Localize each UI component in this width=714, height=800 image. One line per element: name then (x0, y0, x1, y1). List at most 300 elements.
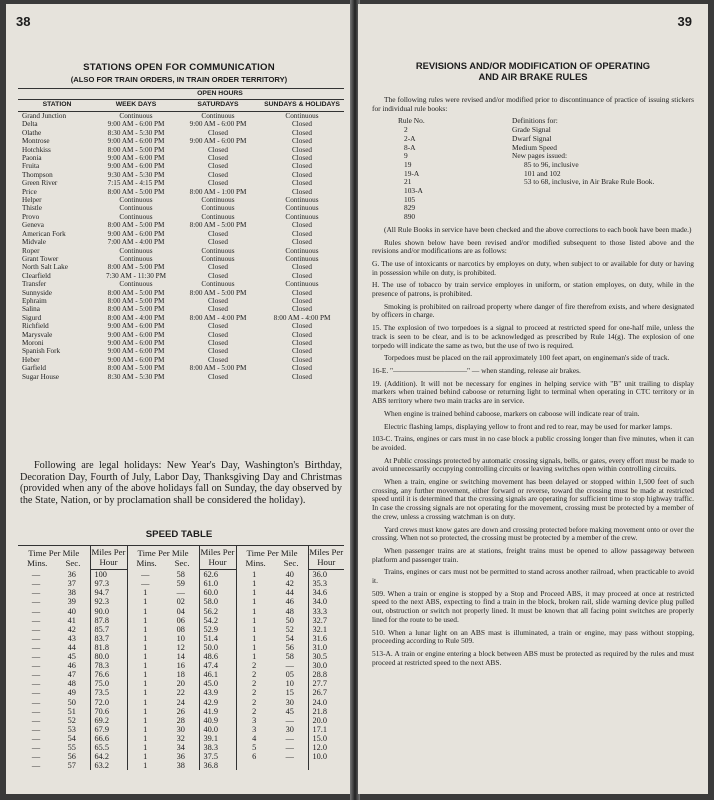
rule-definition: New pages issued: (512, 151, 568, 161)
revisions-title (358, 60, 708, 82)
speed-cell-mph: 30.5 (308, 652, 344, 661)
speed-cell-mins: 4 (236, 734, 272, 743)
speed-cell-mins: 2 (236, 707, 272, 716)
station-row (18, 154, 344, 162)
saturdays-hours: 9:00 AM - 6:00 PM (189, 120, 247, 129)
station-name: North Salt Lake (22, 263, 68, 272)
saturdays-hours: Closed (208, 170, 228, 179)
speed-cell-mph: 58.0 (199, 597, 236, 606)
week-days-hours: Continuous (119, 212, 153, 221)
sundays-holidays-hours: Closed (292, 229, 312, 238)
speed-cell-mins: 2 (236, 679, 272, 688)
speed-cell-sec: 44 (285, 588, 294, 598)
rule-definition (512, 196, 694, 205)
speed-cell-sec: 49 (67, 688, 76, 698)
speed-cell-mph: 31.0 (308, 643, 344, 652)
station-name: Hotchkiss (22, 145, 51, 154)
speed-cell-sec: 36 (67, 569, 76, 579)
speed-row (18, 652, 344, 661)
speed-row (18, 743, 344, 752)
revisions-body (372, 96, 694, 671)
speed-cell-sec: 38 (176, 761, 185, 771)
sundays-holidays-hours: Closed (292, 221, 312, 230)
stations-title: STATIONS OPEN FOR COMMUNICATION (83, 62, 275, 73)
speed-cell-sec: 46 (67, 661, 76, 671)
saturdays-hours: Closed (208, 229, 228, 238)
station-name: Salina (22, 305, 40, 314)
station-name: Green River (22, 179, 58, 188)
station-row (18, 289, 344, 297)
speed-cell-mins: 1 (127, 597, 163, 606)
speed-cell-sec: 22 (176, 688, 185, 698)
speed-cell-sec: — (285, 715, 294, 725)
station-row (18, 255, 344, 263)
speed-cell-mph: 63.2 (90, 761, 127, 770)
speed-header-mins-1: Mins. (27, 557, 48, 568)
saturdays-hours: 9:00 AM - 6:00 PM (189, 137, 247, 146)
speed-cell-mins: 1 (127, 607, 163, 616)
speed-row (18, 597, 344, 606)
speed-cell-sec: — (285, 661, 294, 671)
station-name: Spanish Fork (22, 347, 61, 356)
speed-cell-mins: 1 (236, 579, 272, 588)
speed-cell-sec: 48 (285, 606, 294, 616)
speed-cell-mph: 26.7 (308, 688, 344, 697)
sundays-holidays-hours: Closed (292, 347, 312, 356)
speed-cell-sec: 14 (176, 652, 185, 662)
speed-cell-mins: 1 (236, 607, 272, 616)
speed-cell-mins: 6 (236, 752, 272, 761)
saturdays-hours: Closed (208, 271, 228, 280)
station-name: Price (22, 187, 37, 196)
speed-cell-mins (236, 761, 272, 770)
speed-cell-mph: 65.5 (90, 743, 127, 752)
saturdays-hours: Closed (208, 263, 228, 272)
open-hours-header: OPEN HOURS (96, 89, 344, 100)
speed-cell-sec: — (176, 588, 185, 598)
speed-cell-mph: 32.7 (308, 616, 344, 625)
speed-cell-mins: — (31, 679, 41, 689)
speed-cell-mins: 3 (236, 725, 272, 734)
speed-cell-sec: 30 (285, 724, 294, 734)
speed-cell-mins: 1 (236, 570, 272, 580)
speed-cell-sec: 51 (67, 706, 76, 716)
sundays-holidays-hours: Continuous (285, 246, 319, 255)
speed-header-sec-1: Sec. (65, 557, 81, 568)
rules-list-body (372, 126, 694, 222)
sundays-holidays-hours: Continuous (285, 212, 319, 221)
station-name: Garfield (22, 364, 46, 373)
station-name: Midvale (22, 238, 46, 247)
speed-cell-mph: 85.7 (90, 625, 127, 634)
speed-cell-mph: 81.8 (90, 643, 127, 652)
speed-row (18, 570, 344, 580)
station-row (18, 129, 344, 137)
week-days-hours: 9:00 AM - 6:00 PM (107, 154, 165, 163)
sundays-holidays-hours: Closed (292, 271, 312, 280)
speed-cell-mph: 73.5 (90, 688, 127, 697)
speed-row (18, 616, 344, 625)
station-row (18, 238, 344, 246)
stations-table (18, 88, 344, 381)
speed-row (18, 679, 344, 688)
speed-cell-mins: — (31, 697, 41, 707)
speed-cell-sec (272, 761, 308, 770)
speed-header-mph-1: Miles Per Hour (90, 546, 127, 570)
speed-cell-mins: 1 (236, 634, 272, 643)
speed-cell-sec: 53 (67, 724, 76, 734)
speed-cell-mph: 28.8 (308, 670, 344, 679)
saturdays-hours: 8:00 AM - 5:00 PM (189, 364, 247, 373)
week-days-hours: 9:00 AM - 6:00 PM (107, 137, 165, 146)
station-name: Thistle (22, 204, 42, 213)
paragraph-flashing-lamps: Electric flashing lamps, displaying yellow to front and red to rear, may be used for marker lamps. (384, 421, 673, 431)
speed-cell-sec: 36 (176, 752, 185, 762)
station-name: Thompson (22, 170, 53, 179)
speed-cell-mph: 40.0 (199, 725, 236, 734)
station-name: Sigurd (22, 313, 42, 322)
speed-cell-sec: 39 (67, 597, 76, 607)
speed-cell-sec: 54 (285, 633, 294, 643)
paragraph-rule-513a: 513-A. A train or engine entering a block between ABS must be protected as required by the rules and must proceed at restricted speed to the next ABS. (372, 648, 694, 667)
week-days-hours: Continuous (119, 196, 153, 205)
week-days-hours: 8:00 AM - 5:00 PM (107, 296, 165, 305)
speed-row (18, 761, 344, 770)
station-row (18, 179, 344, 187)
sundays-holidays-hours: Closed (292, 364, 312, 373)
speed-cell-sec: 44 (67, 642, 76, 652)
station-name: Heber (22, 355, 40, 364)
left-page (6, 4, 352, 794)
saturdays-hours: Closed (208, 154, 228, 163)
paragraph-yard-crews: Yard crews must know gates are down and crossing protected before making movement onto or over the crossing. When not so protected, the crossing must be protected by a member of the crew. (372, 524, 694, 543)
stations-table-body (18, 112, 344, 382)
paragraph-all-books: (All Rule Books in service have been checked and the above corrections to each book have been made.) (384, 224, 692, 234)
rule-definition: 53 to 68, inclusive, in Air Brake Rule Book. (524, 177, 655, 187)
speed-cell-sec: 59 (176, 579, 185, 589)
speed-table (18, 545, 344, 770)
rule-definition (512, 213, 694, 222)
speed-cell-sec: 32 (176, 733, 185, 743)
speed-cell-sec: 52 (285, 624, 294, 634)
paragraph-rule-509: 509. When a train or engine is stopped by a Stop and Proceed ABS, it may proceed at once at restricted speed to the next ABS, expecting to find a train in the block, broken rail, slide warning device plug pulled out, obstruction or switch not properly lined. It must be known that all facing point switches are properly lined for the route to be used. (372, 588, 694, 624)
speed-cell-sec: 24 (176, 697, 185, 707)
speed-cell-mph: 80.0 (90, 652, 127, 661)
speed-cell-sec: — (285, 742, 294, 752)
speed-header-mph-3: Miles Per Hour (308, 546, 344, 570)
speed-cell-mins: — (127, 579, 163, 588)
speed-row (18, 734, 344, 743)
speed-cell-sec: 56 (67, 752, 76, 762)
sundays-holidays-hours: Continuous (285, 280, 319, 289)
station-row (18, 213, 344, 221)
saturdays-hours: Continuous (201, 204, 235, 213)
speed-cell-mins: 1 (127, 725, 163, 734)
speed-cell-sec: 34 (176, 742, 185, 752)
rule-definition: 101 and 102 (524, 168, 561, 178)
speed-cell-mins: 1 (236, 643, 272, 652)
station-name: Clearfield (22, 271, 51, 280)
speed-cell-mph: 70.6 (90, 707, 127, 716)
speed-cell-sec: 40 (285, 569, 294, 579)
week-days-hours: 9:00 AM - 6:00 PM (107, 162, 165, 171)
station-row (18, 162, 344, 170)
speed-cell-mph: 36.0 (308, 570, 344, 580)
speed-cell-mph: 46.1 (199, 670, 236, 679)
rule-number: 19 (404, 159, 412, 169)
speed-cell-mph: 30.0 (308, 661, 344, 670)
speed-cell-mph: 40.9 (199, 716, 236, 725)
speed-cell-mins: 5 (236, 743, 272, 752)
speed-cell-mph: 94.7 (90, 588, 127, 597)
speed-cell-sec: 45 (285, 706, 294, 716)
speed-cell-mph: 92.3 (90, 597, 127, 606)
station-row (18, 171, 344, 179)
speed-cell-mins: 1 (236, 616, 272, 625)
paragraph-rule-19: 19. (Addition). It will not be necessary for engines in helping service with "B" unit trailing to display markers when trained behind caboose or returning light to terminal when operating in CTC territory or in ABS territory where two main tracks are in service. (372, 378, 694, 406)
station-name: Sunnyside (22, 288, 52, 297)
station-row (18, 112, 344, 121)
station-row (18, 137, 344, 145)
sundays-holidays-hours: 8:00 AM - 4:00 PM (273, 313, 331, 322)
speed-cell-mph: 47.4 (199, 661, 236, 670)
week-days-hours: 8:00 AM - 5:00 PM (107, 305, 165, 314)
speed-cell-sec: 55 (67, 742, 76, 752)
speed-cell-mph: 45.0 (199, 679, 236, 688)
speed-cell-mins: 2 (236, 661, 272, 670)
saturdays-hours: Continuous (201, 254, 235, 263)
saturdays-hours: Continuous (201, 196, 235, 205)
station-row (18, 280, 344, 288)
saturdays-hours: Closed (208, 322, 228, 331)
week-days-hours: 9:00 AM - 6:00 PM (107, 347, 165, 356)
speed-cell-mph: 51.4 (199, 634, 236, 643)
speed-row (18, 670, 344, 679)
station-row (18, 314, 344, 322)
station-row (18, 272, 344, 280)
rule-definition (512, 187, 694, 196)
speed-cell-mph: 24.0 (308, 698, 344, 707)
revisions-title-line-2: AND AIR BRAKE RULES (478, 71, 588, 82)
station-row (18, 196, 344, 204)
speed-cell-mins: 1 (236, 625, 272, 634)
speed-cell-mph: 48.6 (199, 652, 236, 661)
speed-cell-mins: — (31, 761, 41, 771)
sundays-holidays-hours: Continuous (285, 204, 319, 213)
speed-cell-mins: — (31, 597, 41, 607)
speed-cell-mph: 76.6 (90, 670, 127, 679)
speed-cell-mph: 42.9 (199, 698, 236, 707)
speed-cell-sec: 37 (67, 579, 76, 589)
speed-cell-mins: — (31, 724, 41, 734)
saturdays-hours: 8:00 AM - 5:00 PM (189, 288, 247, 297)
speed-cell-mins: — (31, 733, 41, 743)
saturdays-hours: Continuous (201, 212, 235, 221)
station-name: Moroni (22, 338, 44, 347)
sundays-holidays-hours: Closed (292, 263, 312, 272)
rule-row (372, 187, 694, 196)
speed-row (18, 625, 344, 634)
speed-cell-sec: 45 (67, 652, 76, 662)
speed-cell-sec: 18 (176, 670, 185, 680)
saturdays-hours: Closed (208, 238, 228, 247)
speed-cell-sec: 20 (176, 679, 185, 689)
paragraph-smoking: Smoking is prohibited on railroad property where danger of fire therefrom exists, and where designated by officers in charge. (372, 301, 694, 320)
station-row (18, 188, 344, 196)
speed-cell-mph: 54.2 (199, 616, 236, 625)
rule-number: 19-A (404, 168, 420, 178)
speed-cell-mins: 1 (127, 652, 163, 661)
speed-cell-mins: 1 (127, 734, 163, 743)
speed-cell-sec: 30 (176, 724, 185, 734)
column-header-week-days: WEEK DAYS (96, 100, 176, 112)
sundays-holidays-hours: Closed (292, 288, 312, 297)
station-name: Richfield (22, 322, 49, 331)
speed-cell-mph: 50.0 (199, 643, 236, 652)
station-name: Paonia (22, 154, 42, 163)
speed-cell-mph: 87.8 (90, 616, 127, 625)
speed-cell-mins: 1 (127, 752, 163, 761)
speed-cell-mph: 37.5 (199, 752, 236, 761)
sundays-holidays-hours: Closed (292, 187, 312, 196)
week-days-hours: 8:00 AM - 5:00 PM (107, 288, 165, 297)
speed-cell-sec: 02 (176, 597, 185, 607)
saturdays-hours: Closed (208, 179, 228, 188)
station-name: Helper (22, 196, 42, 205)
speed-cell-sec: 40 (67, 606, 76, 616)
week-days-hours: 8:00 AM - 5:00 PM (107, 364, 165, 373)
week-days-hours: 7:00 AM - 4:00 PM (107, 238, 165, 247)
rule-number: 9 (404, 151, 408, 161)
paragraph-rules-below: Rules shown below have been revised and/or modified subsequent to those listed above and the revisions and/or modifications are as follows: (372, 237, 694, 256)
saturdays-hours: 8:00 AM - 5:00 PM (189, 221, 247, 230)
rule-definition: Medium Speed (512, 142, 557, 152)
speed-header-mph-2: Miles Per Hour (199, 546, 236, 570)
saturdays-hours: Continuous (201, 246, 235, 255)
speed-cell-mph: 15.0 (308, 734, 344, 743)
speed-cell-mph: 12.0 (308, 743, 344, 752)
saturdays-hours: Closed (208, 128, 228, 137)
speed-cell-sec: 58 (176, 569, 185, 579)
speed-cell-mins: 1 (236, 588, 272, 597)
rule-definition: Dwarf Signal (512, 133, 552, 143)
station-row (18, 263, 344, 271)
speed-cell-mph: 67.9 (90, 725, 127, 734)
paragraph-rule-103c: 103-C. Trains, engines or cars must in no case block a public crossing longer than five minutes, when it can be avoided. (372, 434, 694, 452)
paragraph-rule-h: H. The use of tobacco by train service employes in uniform, or station employes, on duty, while in the presence of patrons, is prohibited. (372, 280, 694, 299)
speed-cell-sec: 38 (67, 588, 76, 598)
rule-number: 829 (404, 203, 416, 213)
speed-cell-sec: — (285, 733, 294, 743)
sundays-holidays-hours: Closed (292, 154, 312, 163)
sundays-holidays-hours: Closed (292, 355, 312, 364)
rules-list (372, 117, 694, 221)
week-days-hours: 9:00 AM - 6:00 PM (107, 338, 165, 347)
speed-row (18, 661, 344, 670)
speed-cell-mins: — (31, 624, 41, 634)
speed-cell-mins: 1 (127, 707, 163, 716)
intro-paragraph: The following rules were revised and/or modified prior to discontinuance of practice of issuing stickers for individual rule books: (372, 95, 694, 113)
week-days-hours: Continuous (119, 254, 153, 263)
station-row (18, 364, 344, 372)
rule-number: 890 (404, 212, 416, 222)
speed-cell-sec: 52 (67, 715, 76, 725)
speed-row (18, 725, 344, 734)
week-days-hours: Continuous (119, 204, 153, 213)
column-header-sundays-holidays: SUNDAYS & HOLIDAYS (260, 100, 344, 112)
speed-cell-sec: 48 (67, 679, 76, 689)
week-days-hours: 8:00 AM - 4:00 PM (107, 313, 165, 322)
saturdays-hours: Closed (208, 355, 228, 364)
speed-row (18, 716, 344, 725)
sundays-holidays-hours: Closed (292, 128, 312, 137)
speed-cell-mph: 56.2 (199, 607, 236, 616)
rule-number: 2 (404, 125, 408, 135)
rule-row (372, 213, 694, 222)
speed-cell-sec: 43 (67, 633, 76, 643)
speed-cell-mins: — (31, 661, 41, 671)
speed-cell-mins: — (31, 633, 41, 643)
saturdays-hours: Closed (208, 372, 228, 381)
sundays-holidays-hours: Closed (292, 296, 312, 305)
column-header-station: STATION (18, 100, 96, 112)
speed-cell-mins: 1 (236, 597, 272, 606)
speed-table-body (18, 570, 344, 771)
speed-cell-mph: 100 (90, 570, 127, 580)
speed-header-time-per-mile-3: Time Per Mile (246, 548, 298, 559)
week-days-hours: 9:00 AM - 6:00 PM (107, 120, 165, 129)
speed-cell-mph: 66.6 (90, 734, 127, 743)
speed-cell-mins: 3 (236, 716, 272, 725)
sundays-holidays-hours: Closed (292, 120, 312, 129)
right-page (358, 4, 708, 794)
rule-number: 2-A (404, 133, 416, 143)
speed-header-sec-2: Sec. (174, 557, 190, 568)
week-days-hours: 9:00 AM - 6:00 PM (107, 355, 165, 364)
speed-cell-mins: — (127, 570, 163, 580)
week-days-hours: 8:00 AM - 5:00 PM (107, 263, 165, 272)
speed-row (18, 707, 344, 716)
speed-cell-mph: 35.3 (308, 579, 344, 588)
station-name: Geneva (22, 221, 44, 230)
revisions-title-line-1: REVISIONS AND/OR MODIFICATION OF OPERATING (415, 60, 651, 71)
station-name: Grant Tower (22, 254, 59, 263)
saturdays-hours: 8:00 AM - 4:00 PM (189, 313, 247, 322)
saturdays-hours: Closed (208, 162, 228, 171)
speed-cell-sec: 30 (285, 697, 294, 707)
station-row (18, 146, 344, 154)
speed-cell-mph: 33.3 (308, 607, 344, 616)
week-days-hours: 9:30 AM - 5:30 PM (107, 170, 165, 179)
station-row (18, 373, 344, 381)
speed-cell-sec: 54 (67, 733, 76, 743)
station-name: Montrose (22, 137, 50, 146)
paragraph-rule-510: 510. When a lunar light on an ABS mast is illuminated, a train or engine, may pass without stopping, proceeding according to Rule 509. (372, 627, 694, 646)
speed-cell-mins: 2 (236, 698, 272, 707)
speed-cell-mins: — (31, 742, 41, 752)
speed-cell-sec: 42 (67, 624, 76, 634)
speed-cell-mins: 1 (127, 625, 163, 634)
station-row (18, 204, 344, 212)
rule-definition: Grade Signal (512, 125, 551, 135)
week-days-hours: 9:00 AM - 6:00 PM (107, 330, 165, 339)
week-days-hours: 7:30 AM - 11:30 PM (105, 271, 167, 280)
speed-cell-mph: 72.0 (90, 698, 127, 707)
rule-number: 8-A (404, 142, 416, 152)
station-row (18, 221, 344, 229)
station-row (18, 297, 344, 305)
speed-row (18, 752, 344, 761)
